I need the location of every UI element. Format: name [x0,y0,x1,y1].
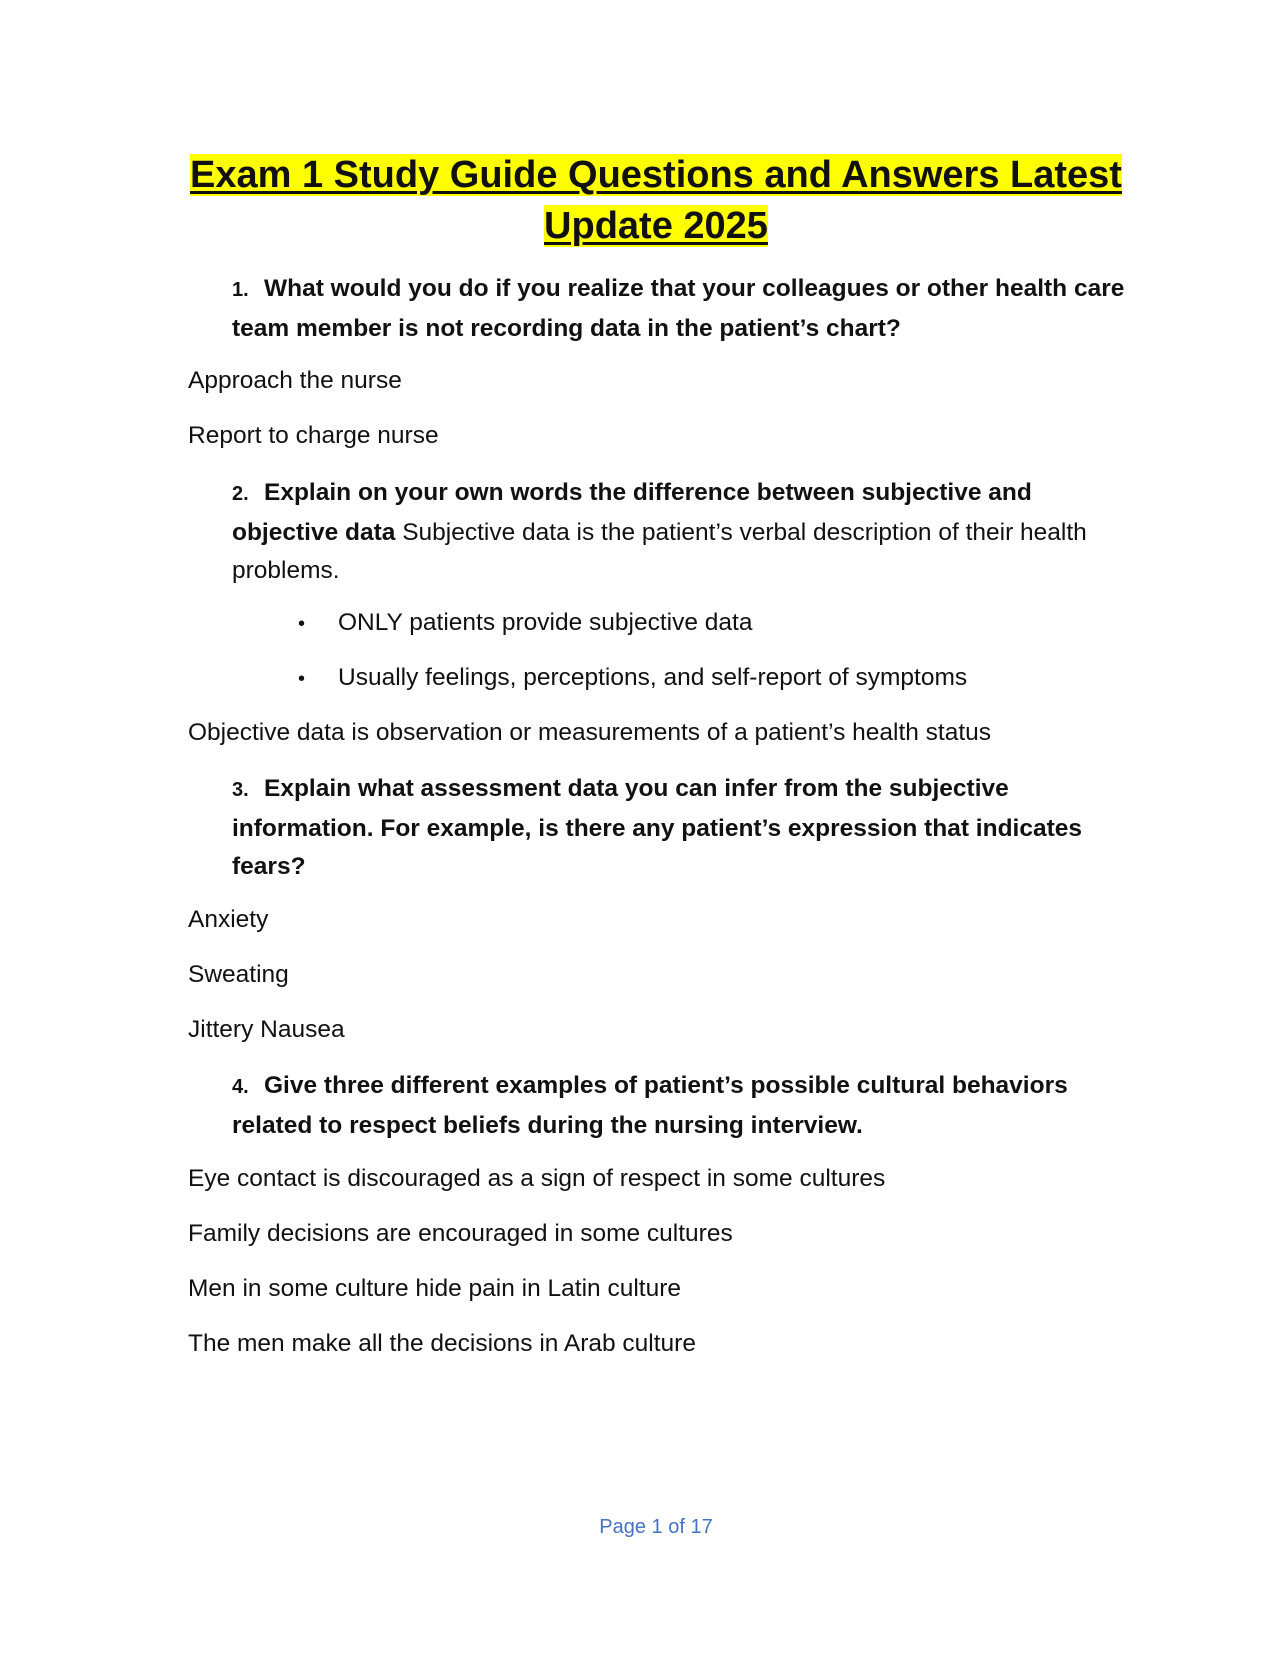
page-number: Page 1 of 17 [599,1516,713,1538]
bullet-item [298,606,752,641]
question-4 [232,1067,1132,1145]
answer-line: Anxiety [188,906,269,933]
bullet-item [298,661,967,696]
answer-line: Objective data is observation or measurements of a patient’s health status [188,719,992,746]
answer-line: The men make all the decisions in Arab culture [188,1330,696,1357]
question-text: What would you do if you realize that your colleagues or other health care team member is not recording data in the patient’s chart? [232,275,1125,342]
question-number: 2. [232,483,249,505]
inline-answer: Subjective data is the patient’s verbal description of their health problems. [232,518,1087,584]
question-text: Explain what assessment data you can infer from the subjective information. For example, is there any patient’s expression that indicates fears? [232,775,1083,880]
answer-line: Approach the nurse [188,367,402,394]
answer-line: Family decisions are encouraged in some cultures [188,1220,733,1247]
title-line-1: Exam 1 Study Guide Questions and Answers Latest [190,154,1122,196]
question-2 [232,474,1132,591]
question-text: Explain on your own words the difference between subjective and objective data [232,479,1032,546]
answer-line: Eye contact is discouraged as a sign of respect in some cultures [188,1165,886,1192]
document-title [150,150,1162,252]
question-number: 3. [232,779,249,801]
question-text: Give three different examples of patient’s possible cultural behaviors related to respect beliefs during the nursing interview. [232,1072,1068,1139]
bullet-text: Usually feelings, perceptions, and self-report of symptoms [338,664,968,691]
question-number: 4. [232,1076,249,1098]
question-1 [232,270,1132,348]
answer-line: Jittery Nausea [188,1016,345,1043]
question-number: 1. [232,279,249,301]
bullet-icon: • [298,613,306,635]
bullet-icon: • [298,668,306,690]
title-line-2: Update 2025 [544,205,768,247]
answer-line: Men in some culture hide pain in Latin culture [188,1275,682,1302]
question-3 [232,770,1132,887]
bullet-text: ONLY patients provide subjective data [338,609,753,636]
answer-line: Report to charge nurse [188,422,439,449]
answer-line: Sweating [188,961,289,988]
